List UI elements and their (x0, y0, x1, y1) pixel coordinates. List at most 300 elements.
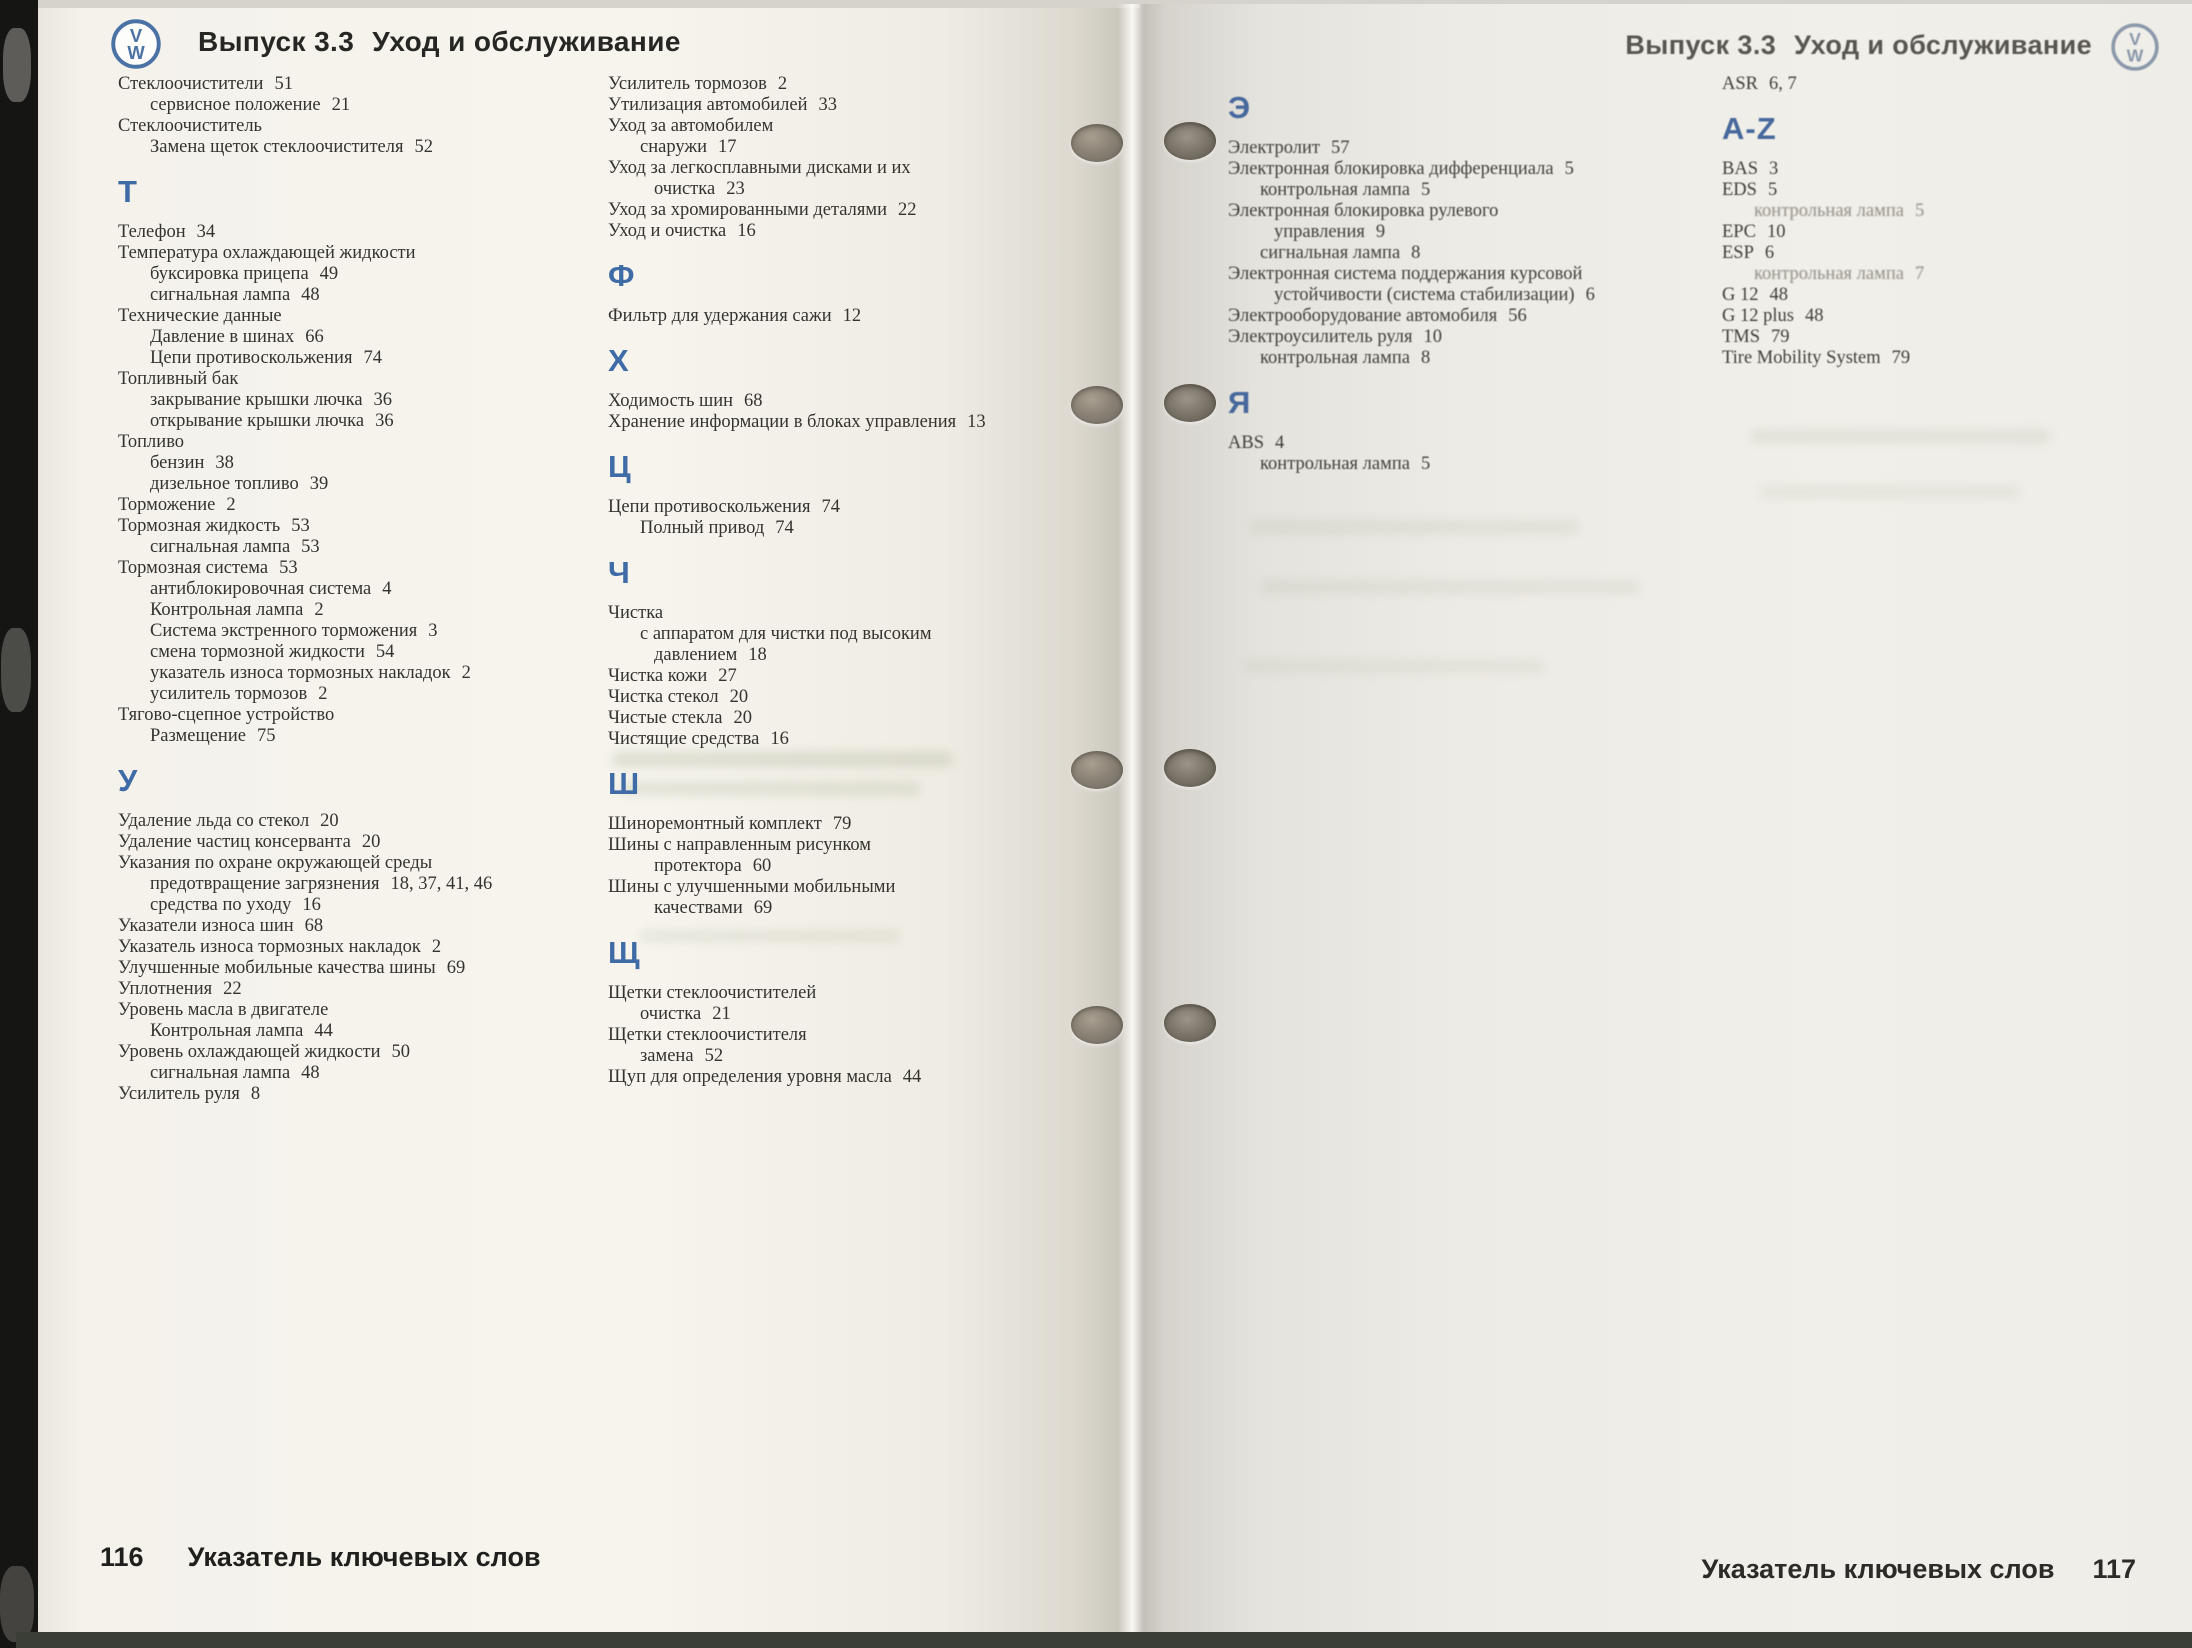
index-term: Чистые стекла (608, 708, 723, 728)
index-page-ref: 53 (301, 537, 320, 557)
index-row (118, 1063, 498, 1084)
svg-text:V: V (2129, 28, 2141, 49)
index-term: Щетки стеклоочистителя (608, 1025, 807, 1045)
index-term: устойчивости (система стабилизации) (1274, 285, 1575, 305)
index-row (608, 937, 1068, 971)
index-row (118, 558, 498, 579)
index-row (118, 369, 498, 390)
index-page-ref: 53 (279, 558, 298, 578)
index-term: Температура охлаждающей жидкости (118, 243, 416, 263)
index-term: Шины с направленным рисунком (608, 835, 872, 855)
index-page-ref: 2 (431, 937, 442, 957)
right-page-footer (1480, 1554, 2136, 1585)
index-term: указатель износа тормозных накладок (150, 663, 451, 683)
index-page-ref: 2 (777, 74, 788, 94)
index-row (118, 642, 498, 663)
index-term: Уплотнения (118, 979, 213, 999)
index-row (118, 874, 498, 895)
footer-label: Указатель ключевых слов (187, 1542, 541, 1572)
index-page-ref: 79 (1891, 348, 1911, 368)
index-row (608, 221, 1068, 242)
bleed-through-smudge (1250, 520, 1580, 534)
index-page-ref: 36 (375, 411, 394, 431)
index-page-ref: 17 (718, 137, 737, 157)
index-row (1228, 138, 1708, 159)
index-row (608, 624, 1068, 645)
index-term: буксировка прицепа (150, 264, 309, 284)
index-term: Контрольная лампа (150, 1021, 304, 1041)
binder-hole (1164, 749, 1216, 787)
index-term: Чистка кожи (608, 666, 708, 686)
index-page-ref: 16 (770, 729, 789, 749)
index-term: бензин (150, 453, 205, 473)
index-page-ref: 49 (319, 264, 339, 284)
index-term: контрольная лампа (1260, 454, 1410, 474)
right-page-header-title: Выпуск 3.3 Уход и обслуживание (1625, 30, 2092, 60)
index-term: очистка (640, 1004, 702, 1024)
index-page-ref: 48 (1804, 306, 1824, 326)
index-page-ref: 74 (821, 497, 840, 517)
svg-text:W: W (2126, 45, 2144, 66)
index-row (118, 243, 498, 264)
index-term: снаружи (640, 137, 708, 157)
index-page-ref: 68 (304, 916, 324, 936)
bleed-through-smudge (1750, 430, 2050, 443)
index-term: Уход за хромированными деталями (608, 200, 888, 220)
index-page-ref: 12 (842, 306, 862, 326)
index-page-ref: 16 (302, 895, 321, 915)
index-page-ref: 8 (1420, 348, 1431, 368)
index-row (118, 916, 498, 937)
index-page-ref: 2 (226, 495, 236, 515)
index-term: Ф (608, 258, 636, 293)
index-term: с аппаратом для чистки под высоким (640, 624, 932, 644)
index-term: G 12 plus (1722, 306, 1794, 326)
index-page-ref: 6, 7 (1769, 74, 1797, 94)
index-term: Улучшенные мобильные качества шины (118, 958, 436, 978)
index-row (118, 137, 498, 158)
index-row (1228, 285, 1708, 306)
index-term: Щетки стеклоочистителей (608, 983, 817, 1003)
svg-text:W: W (127, 42, 145, 64)
index-row (118, 1042, 498, 1063)
index-page-ref: 10 (1766, 222, 1786, 242)
index-page-ref: 44 (902, 1067, 922, 1087)
index-page-ref: 34 (196, 222, 216, 242)
index-page-ref: 20 (361, 832, 381, 852)
index-row (118, 726, 498, 747)
index-term: Полный привод (640, 518, 765, 538)
index-row (608, 898, 1068, 919)
index-term: замена (640, 1046, 694, 1066)
index-term: Шины с улучшенными мобильными (608, 877, 896, 897)
index-row (118, 74, 498, 95)
index-term: очистка (654, 179, 716, 199)
index-page-ref: 3 (428, 621, 438, 641)
index-term: Электронная блокировка рулевого (1228, 201, 1499, 221)
index-term: антиблокировочная система (150, 579, 372, 599)
index-page-ref: 22 (898, 200, 917, 220)
index-term: Стеклоочистители (118, 74, 264, 94)
index-term: сигнальная лампа (1260, 243, 1401, 263)
index-row (608, 708, 1068, 729)
index-term: Электрооборудование автомобиля (1228, 306, 1498, 326)
index-row (118, 765, 498, 799)
scan-edge-mark (0, 1566, 34, 1642)
index-page-ref: 21 (331, 95, 351, 115)
index-row (1722, 264, 2162, 285)
index-term: Утилизация автомобилей (608, 95, 808, 115)
index-column-3 (1228, 74, 1708, 475)
binder-hole (1071, 1006, 1123, 1044)
index-page-ref: 5 (1564, 159, 1574, 179)
index-term: Хранение информации в блоках управления (608, 412, 957, 432)
index-page-ref: 20 (729, 687, 749, 707)
index-row (118, 579, 498, 600)
index-page-ref: 22 (223, 979, 242, 999)
index-page-ref: 4 (382, 579, 392, 599)
index-page-ref: 57 (1330, 138, 1350, 158)
index-row (118, 958, 498, 979)
index-page-ref: 6 (1585, 285, 1595, 305)
index-page-ref: 51 (274, 74, 293, 94)
index-row (608, 1067, 1068, 1088)
scan-edge-mark (1, 628, 31, 712)
index-page-ref: 48 (301, 285, 320, 305)
index-term: Х (608, 343, 630, 378)
index-page-ref: 6 (1764, 243, 1775, 263)
index-row (1722, 74, 2162, 95)
index-page-ref: 74 (775, 518, 794, 538)
index-page-ref: 2 (318, 684, 328, 704)
index-row (608, 666, 1068, 687)
index-row (118, 116, 498, 137)
index-page-ref: 7 (1914, 264, 1925, 284)
index-page-ref: 69 (753, 898, 773, 918)
index-term: Т (118, 174, 138, 209)
index-page-ref: 18 (748, 645, 767, 665)
index-row (118, 453, 498, 474)
index-row (1722, 348, 2162, 369)
index-term: сигнальная лампа (150, 537, 291, 557)
index-term: EPC (1722, 222, 1756, 242)
index-term: Тягово-сцепное устройство (118, 705, 335, 725)
index-term: качествами (654, 898, 743, 918)
index-page-ref: 74 (363, 348, 382, 368)
index-page-ref: 69 (446, 958, 466, 978)
index-row (608, 260, 1068, 294)
index-term: Шиноремонтный комплект (608, 814, 822, 834)
index-row (118, 1084, 498, 1105)
index-term: Электронная блокировка дифференциала (1228, 159, 1554, 179)
index-page-ref: 23 (726, 179, 745, 199)
bleed-through-smudge (1260, 580, 1640, 594)
scan-edge-mark (3, 28, 31, 102)
index-row (118, 222, 498, 243)
index-page-ref: 54 (375, 642, 395, 662)
index-page-ref: 5 (1420, 180, 1431, 200)
index-row (608, 768, 1068, 802)
index-row (118, 937, 498, 958)
index-row (608, 877, 1068, 898)
index-row (608, 412, 1068, 433)
index-term: Фильтр для удержания сажи (608, 306, 832, 326)
index-page-ref: 66 (305, 327, 324, 347)
index-column-1 (118, 74, 498, 1105)
index-page-ref: 48 (301, 1063, 320, 1083)
binder-hole (1164, 1004, 1216, 1042)
index-row (118, 811, 498, 832)
index-term: Э (1228, 90, 1252, 125)
index-term: Щуп для определения уровня масла (608, 1067, 892, 1087)
index-page-ref: 13 (967, 412, 986, 432)
index-page-ref: 4 (1275, 433, 1285, 453)
index-page-ref: 10 (1423, 327, 1443, 347)
index-term: TMS (1722, 327, 1761, 347)
index-row (1228, 454, 1708, 475)
vw-logo-icon (110, 18, 162, 75)
binder-hole (1164, 384, 1216, 422)
index-page-ref: 33 (818, 95, 838, 115)
index-column-2 (608, 74, 1068, 1088)
index-row (608, 137, 1068, 158)
index-term: Ш (608, 766, 641, 801)
index-term: Tire Mobility System (1722, 348, 1881, 368)
index-row (608, 158, 1068, 179)
left-page-header-title: Выпуск 3.3 Уход и обслуживание (198, 26, 681, 57)
index-term: дизельное топливо (150, 474, 299, 494)
index-page-ref: 79 (832, 814, 852, 834)
index-term: Топливный бак (118, 369, 239, 389)
index-page-ref: 20 (733, 708, 752, 728)
index-row (608, 200, 1068, 221)
index-term: Указатели износа шин (118, 916, 294, 936)
index-term: Уход за автомобилем (608, 116, 774, 136)
index-term: Усилитель руля (118, 1084, 240, 1104)
index-row (1228, 180, 1708, 201)
index-row (1228, 327, 1708, 348)
index-row (1722, 306, 2162, 327)
index-row (1722, 159, 2162, 180)
index-row (1722, 327, 2162, 348)
index-term: сигнальная лампа (150, 1063, 291, 1083)
index-page-ref: 79 (1771, 327, 1790, 347)
index-row (608, 1025, 1068, 1046)
index-row (1228, 433, 1708, 454)
index-row (608, 835, 1068, 856)
index-page-ref: 2 (314, 600, 324, 620)
index-page-ref: 21 (712, 1004, 731, 1024)
index-column-4 (1722, 74, 2162, 369)
index-term: открывание крышки лючка (150, 411, 365, 431)
index-page-ref: 52 (414, 137, 433, 157)
index-row (118, 853, 498, 874)
index-page-ref: 36 (373, 390, 393, 410)
index-row (1722, 180, 2162, 201)
index-row (1722, 201, 2162, 222)
index-row (118, 600, 498, 621)
index-term: Указания по охране окружающей среды (118, 853, 433, 873)
index-row (118, 705, 498, 726)
index-page-ref: 53 (291, 516, 310, 536)
index-term: сигнальная лампа (150, 285, 291, 305)
binder-hole (1164, 122, 1216, 160)
index-row (118, 684, 498, 705)
index-row (1228, 159, 1708, 180)
index-row (1228, 387, 1708, 421)
index-row (1228, 306, 1708, 327)
index-page-ref: 2 (461, 663, 471, 683)
index-row (118, 1000, 498, 1021)
index-row (118, 264, 498, 285)
index-row (608, 814, 1068, 835)
index-page-ref: 9 (1375, 222, 1386, 242)
index-term: Электролит (1228, 138, 1320, 158)
footer-label: Указатель ключевых слов (1701, 1554, 2055, 1584)
index-term: Тормозная система (118, 558, 269, 578)
index-term: Указатель износа тормозных накладок (118, 937, 421, 957)
index-row (608, 645, 1068, 666)
index-page-ref: 44 (314, 1021, 333, 1041)
index-row (118, 495, 498, 516)
index-row (608, 1004, 1068, 1025)
index-row (608, 306, 1068, 327)
index-term: протектора (654, 856, 742, 876)
index-row (118, 1021, 498, 1042)
index-page-ref: 20 (320, 811, 339, 831)
index-term: ESP (1722, 243, 1754, 263)
index-term: Торможение (118, 495, 216, 515)
index-term: Тормозная жидкость (118, 516, 281, 536)
index-term: Электронная система поддержания курсовой (1228, 264, 1583, 284)
index-row (118, 474, 498, 495)
index-row (1228, 243, 1708, 264)
index-page-ref: 68 (744, 391, 763, 411)
index-page-ref: 50 (391, 1042, 411, 1062)
index-term: контрольная лампа (1754, 201, 1904, 221)
index-term: Система экстренного торможения (150, 621, 418, 641)
index-row (608, 345, 1068, 379)
index-page-ref: 38 (215, 453, 234, 473)
vw-logo-icon (2110, 22, 2160, 77)
index-row (1722, 113, 2162, 147)
index-term: Цепи противоскольжения (150, 348, 353, 368)
page-number: 116 (100, 1542, 144, 1572)
index-row (118, 663, 498, 684)
index-row (608, 557, 1068, 591)
index-page-ref: 5 (1420, 454, 1431, 474)
index-term: Чистка стекол (608, 687, 719, 707)
index-row (118, 895, 498, 916)
page-gutter (1118, 4, 1144, 1634)
bleed-through-smudge (1245, 660, 1545, 673)
index-page-ref: 5 (1914, 201, 1925, 221)
index-page-ref: 75 (256, 726, 276, 746)
index-row (1228, 92, 1708, 126)
index-row (608, 391, 1068, 412)
index-row (118, 432, 498, 453)
index-term: A-Z (1722, 111, 1777, 146)
index-row (608, 603, 1068, 624)
index-term: Топливо (118, 432, 185, 452)
binder-hole (1071, 386, 1123, 424)
index-term: Ходимость шин (608, 391, 734, 411)
index-page-ref: 27 (718, 666, 737, 686)
index-term: Уровень масла в двигателе (118, 1000, 329, 1020)
index-term: Ц (608, 449, 632, 484)
index-page-ref: 48 (1769, 285, 1788, 305)
index-term: Уровень охлаждающей жидкости (118, 1042, 381, 1062)
index-row (1228, 201, 1708, 222)
index-row (118, 411, 498, 432)
index-row (118, 390, 498, 411)
index-term: Чистящие средства (608, 729, 760, 749)
index-page-ref: 5 (1767, 180, 1778, 200)
index-term: Уход и очистка (608, 221, 727, 241)
index-term: сервисное положение (150, 95, 321, 115)
index-row (118, 979, 498, 1000)
index-row (118, 832, 498, 853)
index-term: смена тормозной жидкости (150, 642, 365, 662)
index-term: Цепи противоскольжения (608, 497, 811, 517)
index-term: ABS (1228, 433, 1264, 453)
index-term: контрольная лампа (1260, 348, 1410, 368)
index-row (608, 729, 1068, 750)
index-row (118, 285, 498, 306)
index-term: контрольная лампа (1260, 180, 1410, 200)
index-row (1228, 222, 1708, 243)
index-row (1722, 243, 2162, 264)
index-row (118, 327, 498, 348)
index-term: давлением (654, 645, 738, 665)
index-term: контрольная лампа (1754, 264, 1904, 284)
index-row (608, 497, 1068, 518)
index-term: Я (1228, 385, 1252, 420)
index-page-ref: 60 (752, 856, 772, 876)
index-row (1722, 285, 2162, 306)
index-row (1228, 264, 1708, 285)
index-term: Телефон (118, 222, 186, 242)
scan-edge-bottom (16, 1632, 2192, 1648)
index-row (608, 116, 1068, 137)
index-term: предотвращение загрязнения (150, 874, 380, 894)
binder-hole (1071, 124, 1123, 162)
scan-edge-left (0, 0, 38, 1648)
index-term: G 12 (1722, 285, 1759, 305)
svg-text:V: V (129, 24, 143, 46)
index-term: средства по уходу (150, 895, 292, 915)
binder-hole (1071, 751, 1123, 789)
index-row (118, 537, 498, 558)
index-term: Удаление льда со стекол (118, 811, 310, 831)
index-row (118, 348, 498, 369)
index-row (118, 176, 498, 210)
index-row (118, 516, 498, 537)
index-page-ref: 3 (1769, 159, 1779, 179)
index-page-ref: 18, 37, 41, 46 (390, 874, 493, 894)
index-row (608, 518, 1068, 539)
index-term: управления (1274, 222, 1365, 242)
index-term: Чистка (608, 603, 664, 623)
index-row (118, 95, 498, 116)
index-term: Электроусилитель руля (1228, 327, 1413, 347)
index-page-ref: 8 (1411, 243, 1421, 263)
index-term: Размещение (150, 726, 246, 746)
index-term: Давление в шинах (150, 327, 295, 347)
index-row (608, 74, 1068, 95)
index-term: Контрольная лампа (150, 600, 304, 620)
page-number: 117 (2092, 1554, 2136, 1584)
